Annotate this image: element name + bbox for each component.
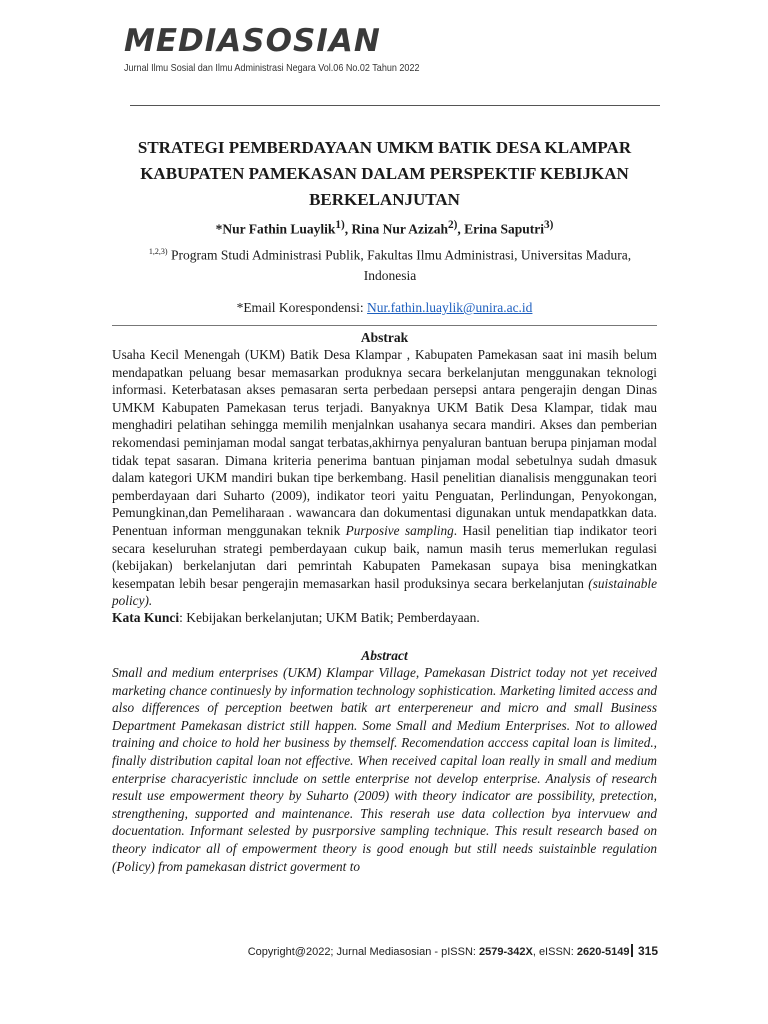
header-divider xyxy=(130,105,660,106)
author-list: *Nur Fathin Luaylik$^{1)}$, Rina Nur Azizah$^{2)}$, Erina Saputri$^{3)}$ xyxy=(215,219,554,237)
abstrak-text xyxy=(112,346,657,610)
author-sup: 3) xyxy=(544,219,554,231)
author-name: Rina Nur Azizah xyxy=(351,221,449,237)
keywords-label: Kata Kunci xyxy=(112,610,180,625)
journal-logo: MEDIASOSIAN xyxy=(124,23,381,59)
footer-eissn-label: , eISSN: xyxy=(532,946,577,958)
journal-info: Jurnal Ilmu Sosial dan Ilmu Administrasi Negara Vol.06 No.02 Tahun 2022 xyxy=(124,62,420,74)
page-footer xyxy=(248,944,658,958)
author-name: *Nur Fathin Luaylik xyxy=(215,221,336,237)
footer-eissn: 2620-5149 xyxy=(576,946,630,958)
paper-title: STRATEGI PEMBERDAYAAN UMKM BATIK DESA KLAMPAR KABUPATEN PAMEKASAN DALAM PERSPEKTIF KEBIJKAN BERKELANJUTAN xyxy=(137,138,632,209)
abstract-heading: Abstract xyxy=(361,648,408,663)
author-sup: 2) xyxy=(448,219,458,231)
affiliation-sup: 1,2,3) xyxy=(148,247,168,256)
keywords-text: : Kebijakan berkelanjutan; UKM Batik; Pemberdayaan. xyxy=(179,610,480,625)
keywords xyxy=(112,610,480,626)
email-link[interactable]: Nur.fathin.luaylik@unira.ac.id xyxy=(367,300,533,315)
footer-copyright: Copyright@2022; Jurnal Mediasosian - pISSN: xyxy=(247,946,479,958)
affiliation xyxy=(140,242,640,286)
page-number: 315 xyxy=(637,944,658,958)
abstrak-text-part: . Hasil penelitian tiap indikator teori secara keseluruhan strategi pemberdayaan cukup baik, namun masih terus memerlukan regulasi (kebijakan) berkelanjutan dari pemrintah Kabupaten Pamekasan supaya bisa meningkatkan kesempatan lebih besar pengerajin memasarkan hasil produksinya secara berkelanjutan xyxy=(112,522,658,591)
author-sup: 1) xyxy=(335,219,345,231)
abstrak-text-part: Usaha Kecil Menengah (UKM) Batik Desa Klampar , Kabupaten Pamekasan saat ini masih belum mendapatkan peluang besar memasarkan produknya secara berkelanjutan menggunakan teknologi informasi. Keterbatasan akses pemasaran serta perbedaan persepsi antara pengerajin dengan Dinas UMKM Kabupaten Pamekasan terus terjadi. Banyaknya UKM Batik Desa Klampar, tidak mau menghadiri pelatihan sehingga memilih menjalnkan usahanya secara mandiri. Akses dan pemberian rekomendasi peminjaman modal sangat terbatas,akhirnya penyaluran bantuan berupa pinjaman modal tidak tepat sasaran. Dimana kriteria penerima bantuan pinjaman modal sebetulnya sudah dmasuk dalam kategori UKM mandiri bukan tipe berkembang. Hasil penelitian dianalisis menggunakan teori pemberdayaan dari Suharto (2009), indikator teori yaitu Penguatan, Perlindungan, Penyokongan, Pemungkinan,dan Pemeliharaan . wawancara dan dokumentasi digunakan untuk mendapatkkan data. Penentuan informan menggunakan teknik xyxy=(112,347,657,538)
abstrak-heading: Abstrak xyxy=(360,330,409,345)
author-name: Erina Saputri xyxy=(464,221,545,237)
section-divider xyxy=(112,325,657,326)
correspondence-email xyxy=(112,300,657,316)
abstrak-italic: (suistainable policy). xyxy=(112,575,657,609)
abstrak-italic: Purposive sampling xyxy=(345,522,454,538)
abstract-text: Small and medium enterprises (UKM) Klampar Village, Pamekasan District today not yet received marketing chance continuesly by information technology sophistication. Marketing limited access and also differences of perception beetwen batik art enterpereneur and micro and small Business Department Pamekasan district still happen. Some Small and Medium Enterprises. Not to allowed training and choice to hold her business by themself. Recomendation acccess capital loan is limited., finally distribution capital loan not effective. When received capital loan really in small and medium enterprise characyeristic innclude on settle enterprise not develop enterprise. Analysis of research result use empowerment theory by Suharto (2009) with theory indicator are possibility, pretection, strengthening, supported and maintenance. This reserah use data collection bya intervuew and docuentation. Informant selested by pusrporsive sampling technique. This result research based on theory indicator all of empowerment theory is good enough but still needs suistainble regulation (Policy) from pamekasan district goverment to xyxy=(112,665,657,874)
email-label: *Email Korespondensi: xyxy=(236,300,368,315)
footer-separator xyxy=(631,944,633,957)
footer-pissn: 2579-342X xyxy=(479,946,533,958)
affiliation-text: Program Studi Administrasi Publik, Fakultas Ilmu Administrasi, Universitas Madura, Indonesia xyxy=(170,247,632,283)
